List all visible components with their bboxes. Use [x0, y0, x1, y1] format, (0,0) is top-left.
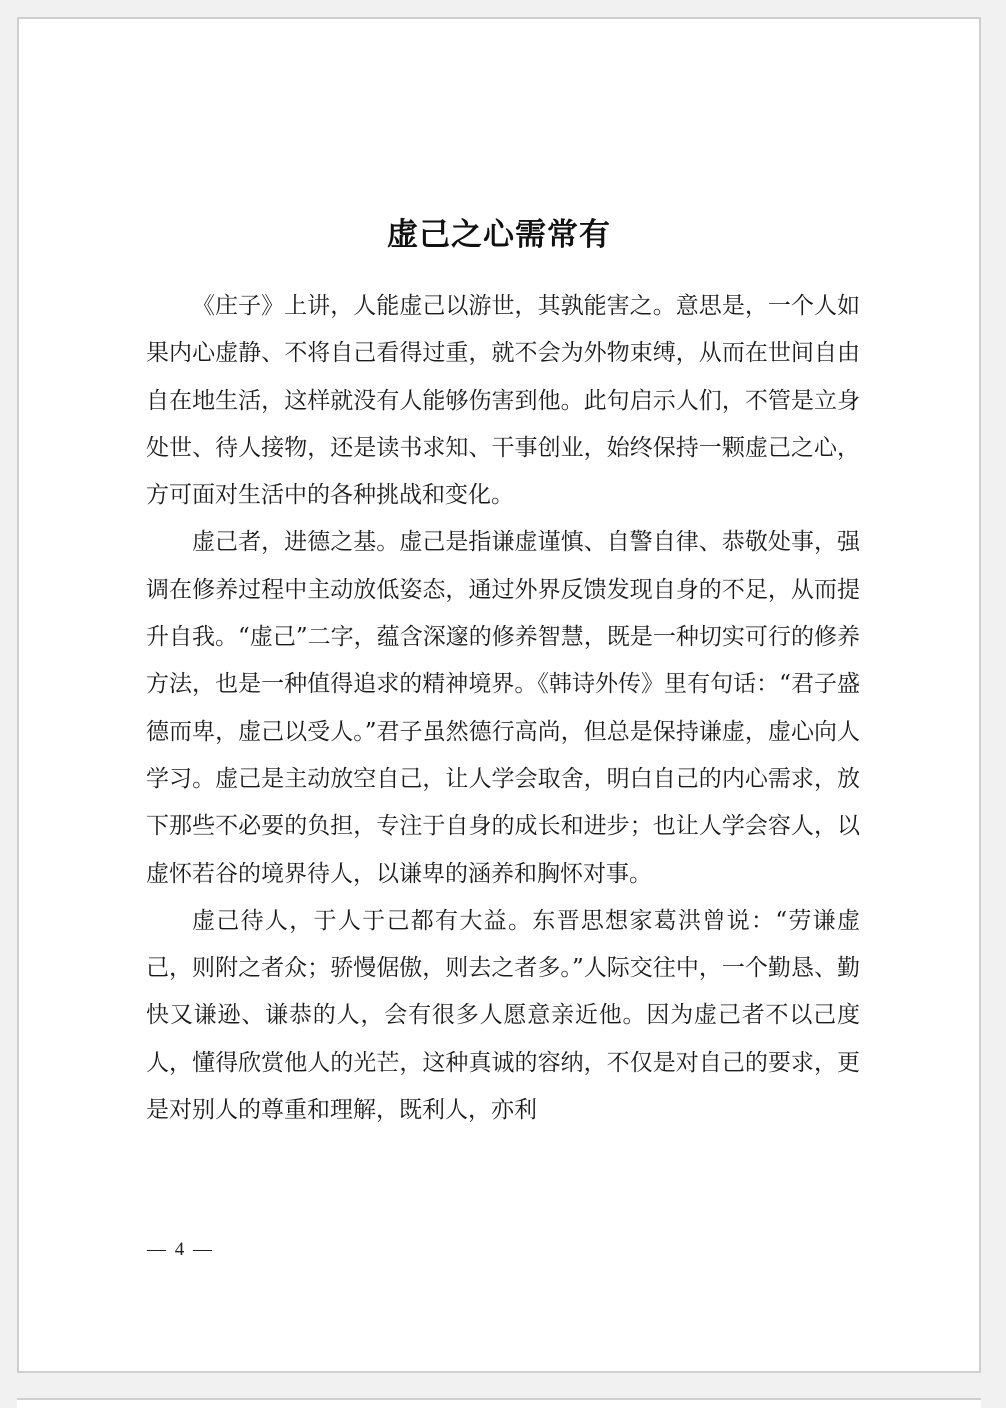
next-page-edge [17, 1398, 981, 1408]
paragraph-2: 虚己者，进德之基。虚己是指谦虚谨慎、自警自律、恭敬处事，强调在修养过程中主动放低姿态，通过外界反馈发现自身的不足，从而提升自我。“虚己”二字，蕴含深邃的修养智慧，既是一种切实可行的修养方法，也是一种值得追求的精神境界。《韩诗外传》里有句话：“君子盛德而卑，虚己以受人。”君子虽然德行高尚，但总是保持谦虚，虚心向人学习。虚己是主动放空自己，让人学会取舍，明白自己的内心需求，放下那些不必要的负担，专注于自身的成长和进步；也让人学会容人，以虚怀若谷的境界待人，以谦卑的涵养和胸怀对事。 [146, 529, 860, 887]
article-body [146, 283, 860, 1134]
article-title: 虚己之心需常有 [387, 217, 611, 253]
paragraph-1: 《庄子》上讲，人能虚己以游世，其孰能害之。意思是，一个人如果内心虚静、不将自己看得过重，就不会为外物束缚，从而在世间自由自在地生活，这样就没有人能够伤害到他。此句启示人们，不管是立身处世、待人接物，还是读书求知、干事创业，始终保持一颗虚己之心，方可面对生活中的各种挑战和变化。 [146, 293, 860, 509]
paragraph-3: 虚己待人，于人于己都有大益。东晋思想家葛洪曾说：“劳谦虚己，则附之者众；骄慢倨傲，则去之者多。”人际交往中，一个勤恳、勤快又谦逊、谦恭的人，会有很多人愿意亲近他。因为虚己者不以己度人，懂得欣赏他人的光芒，这种真诚的容纳，不仅是对自己的要求，更是对别人的尊重和理解，既利人，亦利 [146, 907, 860, 1124]
document-page [17, 17, 981, 1373]
page-number: — 4 — [147, 1239, 214, 1260]
